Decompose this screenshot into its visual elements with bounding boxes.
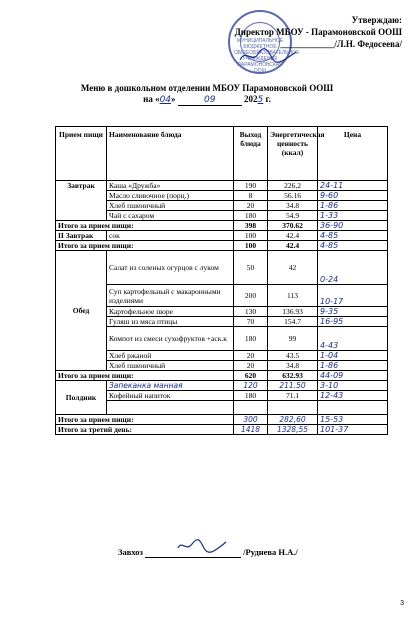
price-cell: 3-10 bbox=[318, 381, 388, 391]
total-row bbox=[56, 371, 388, 381]
total-output: 100 bbox=[234, 241, 268, 251]
price-cell: 12-43 bbox=[318, 391, 388, 401]
approve-title: Утверждаю: bbox=[351, 15, 402, 25]
dish-cell: Компот из смеси сухофруктов +аск.к bbox=[107, 327, 234, 351]
meal-lunch: Обед bbox=[56, 251, 107, 371]
day-total-row bbox=[56, 425, 388, 435]
director-name: /Л.Н. Федосеева/ bbox=[334, 39, 402, 49]
energy-cell: 226,2 bbox=[268, 181, 318, 191]
approval-block bbox=[235, 14, 402, 50]
director-signature-blank: ____________ bbox=[280, 39, 335, 49]
total-label: Итого за прием пищи: bbox=[56, 241, 234, 251]
output-cell: 20 bbox=[234, 201, 268, 211]
director-line: Директор МБОУ - Парамоновской ООШ bbox=[234, 27, 402, 37]
total-energy: 282,60 bbox=[268, 415, 318, 425]
header-dish: Наименование блюда bbox=[107, 127, 234, 181]
price-cell: 16-95 bbox=[318, 317, 388, 327]
output-cell: 70 bbox=[234, 317, 268, 327]
energy-cell: 34.8 bbox=[268, 201, 318, 211]
energy-cell: 42 bbox=[268, 251, 318, 285]
page-number: 3 bbox=[400, 600, 404, 607]
date-prefix: на « bbox=[143, 94, 160, 104]
energy-cell bbox=[268, 401, 318, 415]
menu-date bbox=[0, 94, 414, 106]
price-cell: 1-86 bbox=[318, 201, 388, 211]
dish-cell: Салат из соленых огурцов с луком bbox=[107, 251, 234, 285]
price-cell: 4-85 bbox=[318, 231, 388, 241]
price-cell: 10-17 bbox=[318, 285, 388, 307]
dish-cell: сок bbox=[107, 231, 234, 241]
total-output: 398 bbox=[234, 221, 268, 231]
output-cell: 130 bbox=[234, 307, 268, 317]
price-cell: 4-43 bbox=[318, 327, 388, 351]
energy-cell: 42.4 bbox=[268, 231, 318, 241]
header-energy: Энергетическая ценность (ккал) bbox=[268, 127, 318, 181]
dish-cell: Картофельное пюре bbox=[107, 307, 234, 317]
total-energy: 370.62 bbox=[268, 221, 318, 231]
date-year-suffix: 5 bbox=[257, 95, 264, 105]
day-total-label: Итого за третий день: bbox=[56, 425, 234, 435]
output-cell: 50 bbox=[234, 251, 268, 285]
price-cell: 9-60 bbox=[318, 191, 388, 201]
menu-title: Меню в дошкольном отделении МБОУ Парамоновской ООШ bbox=[80, 83, 334, 93]
total-price: 15-53 bbox=[318, 415, 388, 425]
dish-cell: Хлеб ржаной bbox=[107, 351, 234, 361]
dish-cell: Чай с сахаром bbox=[107, 211, 234, 221]
dish-cell: Запеканка манная bbox=[107, 381, 234, 391]
price-cell: 0-24 bbox=[318, 251, 388, 285]
price-cell: 24-11 bbox=[318, 181, 388, 191]
price-cell: 9-35 bbox=[318, 307, 388, 317]
total-output: 300 bbox=[234, 415, 268, 425]
dish-cell: Каша «Дружба» bbox=[107, 181, 234, 191]
footer-name: /Руднева Н.А./ bbox=[243, 547, 298, 557]
total-price: 44-09 bbox=[318, 371, 388, 381]
energy-cell: 113 bbox=[268, 285, 318, 307]
dish-cell: Кофейный напиток bbox=[107, 391, 234, 401]
date-month: 09 bbox=[178, 95, 242, 106]
total-price: 36-90 bbox=[318, 221, 388, 231]
total-row bbox=[56, 415, 388, 425]
dish-cell: Хлеб пшеничный bbox=[107, 201, 234, 211]
total-row bbox=[56, 221, 388, 231]
output-cell: 180 bbox=[234, 327, 268, 351]
price-cell: 1-86 bbox=[318, 361, 388, 371]
price-cell bbox=[318, 401, 388, 415]
output-cell: 120 bbox=[234, 381, 268, 391]
dish-cell: Гуляш из мяса птицы bbox=[107, 317, 234, 327]
energy-cell: 211.50 bbox=[268, 381, 318, 391]
director-signature bbox=[238, 46, 298, 66]
energy-cell: 136.93 bbox=[268, 307, 318, 317]
table-row bbox=[56, 251, 388, 285]
energy-cell: 99 bbox=[268, 327, 318, 351]
total-energy: 42.4 bbox=[268, 241, 318, 251]
date-mid: » bbox=[171, 94, 176, 104]
table-row bbox=[56, 181, 388, 191]
header-meal: Прием пищи bbox=[56, 127, 107, 181]
meal-breakfast2: II Завтрак bbox=[56, 231, 107, 241]
stamp-text: МУНИЦИПАЛЬНОЕ БЮДЖЕТНОЕ ОБЩЕОБРАЗОВАТЕЛЬНОЕ УЧРЕЖДЕНИЕ ПАРАМОНОВСКАЯ ООШ bbox=[234, 38, 300, 74]
energy-cell: 54.9 bbox=[268, 211, 318, 221]
table-row bbox=[56, 381, 388, 391]
output-cell: 180 bbox=[234, 211, 268, 221]
date-end: г. bbox=[265, 94, 271, 104]
output-cell: 8 bbox=[234, 191, 268, 201]
footer-signature bbox=[176, 538, 228, 554]
footer-role: Завхоз bbox=[118, 547, 143, 557]
output-cell bbox=[234, 401, 268, 415]
total-label: Итого за прием пищи: bbox=[56, 371, 234, 381]
day-total-energy: 1328,55 bbox=[268, 425, 318, 435]
day-total-output: 1418 bbox=[234, 425, 268, 435]
output-cell: 100 bbox=[234, 231, 268, 241]
total-row bbox=[56, 241, 388, 251]
menu-table bbox=[55, 126, 388, 435]
total-price: 4-85 bbox=[318, 241, 388, 251]
total-label: Итого за прием пищи: bbox=[56, 221, 234, 231]
total-output: 620 bbox=[234, 371, 268, 381]
output-cell: 180 bbox=[234, 391, 268, 401]
dish-cell: Суп картофельный с макаронными изделиями bbox=[107, 285, 234, 307]
meal-breakfast: Завтрак bbox=[56, 181, 107, 221]
output-cell: 200 bbox=[234, 285, 268, 307]
date-day: 04 bbox=[159, 95, 172, 105]
day-total-price: 101-37 bbox=[318, 425, 388, 435]
total-label: Итого за прием пищи: bbox=[56, 415, 234, 425]
date-year-prefix: 202 bbox=[244, 94, 258, 104]
output-cell: 190 bbox=[234, 181, 268, 191]
energy-cell: 56.16 bbox=[268, 191, 318, 201]
price-cell: 1-04 bbox=[318, 351, 388, 361]
table-header-row bbox=[56, 127, 388, 181]
dish-cell: Масло сливочное (порц.) bbox=[107, 191, 234, 201]
price-cell: 1-33 bbox=[318, 211, 388, 221]
energy-cell: 71.1 bbox=[268, 391, 318, 401]
dish-cell: Хлеб пшеничный bbox=[107, 361, 234, 371]
dish-cell bbox=[107, 401, 234, 415]
total-energy: 632.93 bbox=[268, 371, 318, 381]
energy-cell: 34.8 bbox=[268, 361, 318, 371]
header-price: Цена bbox=[318, 127, 388, 181]
header-output: Выход блюда bbox=[234, 127, 268, 181]
meal-snack: Полдник bbox=[56, 381, 107, 415]
output-cell: 20 bbox=[234, 361, 268, 371]
energy-cell: 43.5 bbox=[268, 351, 318, 361]
energy-cell: 154.7 bbox=[268, 317, 318, 327]
output-cell: 20 bbox=[234, 351, 268, 361]
table-row bbox=[56, 231, 388, 241]
